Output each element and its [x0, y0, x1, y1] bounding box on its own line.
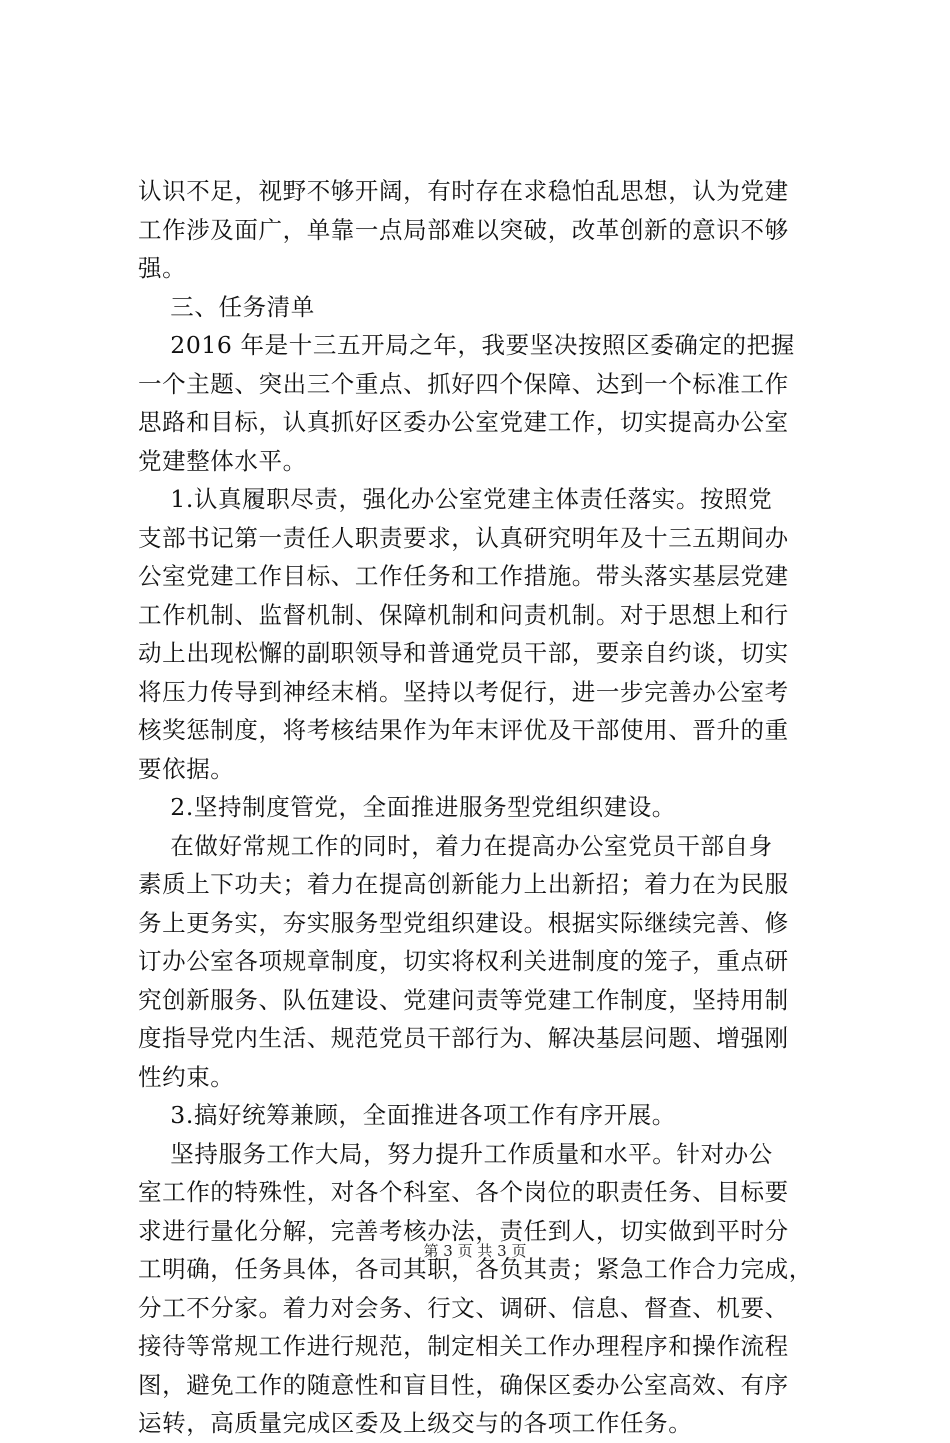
text-line: 2016 年是十三五开局之年，我要坚决按照区委确定的把握 — [138, 331, 795, 359]
text-line: 2.坚持制度管党，全面推进服务型党组织建设。 — [138, 793, 676, 821]
text-line: 订办公室各项规章制度，切实将权利关进制度的笼子，重点研 — [138, 947, 789, 975]
text-line: 运转，高质量完成区委及上级交与的各项工作任务。 — [138, 1409, 693, 1437]
text-line: 支部书记第一责任人职责要求，认真研究明年及十三五期间办 — [138, 523, 789, 552]
text-line: 一个主题、突出三个重点、抓好四个保障、达到一个标准工作 — [138, 369, 789, 398]
text-line: 工作涉及面广，单靠一点局部难以突破，改革创新的意识不够 — [138, 215, 789, 244]
text-line: 图，避免工作的随意性和盲目性，确保区委办公室高效、有序 — [138, 1370, 789, 1399]
text-line: 室工作的特殊性，对各个科室、各个岗位的职责任务、目标要 — [138, 1178, 789, 1206]
text-line: 公室党建工作目标、工作任务和工作措施。带头落实基层党建 — [138, 562, 789, 590]
text-line: 党建整体水平。 — [138, 446, 307, 475]
text-line: 工作机制、监督机制、保障机制和问责机制。对于思想上和行 — [138, 600, 789, 629]
text-line: 求进行量化分解，完善考核办法，责任到人，切实做到平时分 — [138, 1216, 789, 1245]
text-line: 分工不分家。着力对会务、行文、调研、信息、督查、机要、 — [138, 1293, 789, 1322]
text-line: 强。 — [138, 254, 187, 282]
text-line: 动上出现松懈的副职领导和普通党员干部，要亲自约谈，切实 — [138, 639, 789, 667]
text-line: 在做好常规工作的同时，着力在提高办公室党员干部自身 — [138, 831, 773, 860]
text-line: 究创新服务、队伍建设、党建问责等党建工作制度，坚持用制 — [138, 985, 789, 1014]
text-line: 要依据。 — [138, 754, 235, 783]
text-line: 三、任务清单 — [138, 292, 315, 321]
text-line: 坚持服务工作大局，努力提升工作质量和水平。针对办公 — [138, 1139, 773, 1168]
text-line: 思路和目标，认真抓好区委办公室党建工作，切实提高办公室 — [138, 408, 789, 436]
text-line: 认识不足，视野不够开阔，有时存在求稳怕乱思想，认为党建 — [138, 177, 789, 205]
text-line: 1.认真履职尽责，强化办公室党建主体责任落实。按照党 — [138, 485, 773, 513]
text-line: 工明确，任务具体，各司其职，各负其责；紧急工作合力完成， — [138, 1255, 813, 1283]
text-line: 将压力传导到神经末梢。坚持以考促行，进一步完善办公室考 — [138, 677, 789, 706]
text-line: 度指导党内生活、规范党员干部行为、解决基层问题、增强刚 — [138, 1024, 789, 1052]
text-line: 核奖惩制度，将考核结果作为年末评优及干部使用、晋升的重 — [138, 716, 789, 744]
page-footer: 第 3 页 共 3 页 — [423, 1242, 527, 1260]
text-line: 务上更务实，夯实服务型党组织建设。根据实际继续完善、修 — [138, 908, 789, 937]
text-line: 接待等常规工作进行规范，制定相关工作办理程序和操作流程 — [138, 1332, 789, 1360]
text-line: 性约束。 — [138, 1062, 235, 1091]
text-line: 3.搞好统筹兼顾，全面推进各项工作有序开展。 — [138, 1101, 676, 1129]
text-line: 素质上下功夫；着力在提高创新能力上出新招；着力在为民服 — [138, 870, 789, 898]
